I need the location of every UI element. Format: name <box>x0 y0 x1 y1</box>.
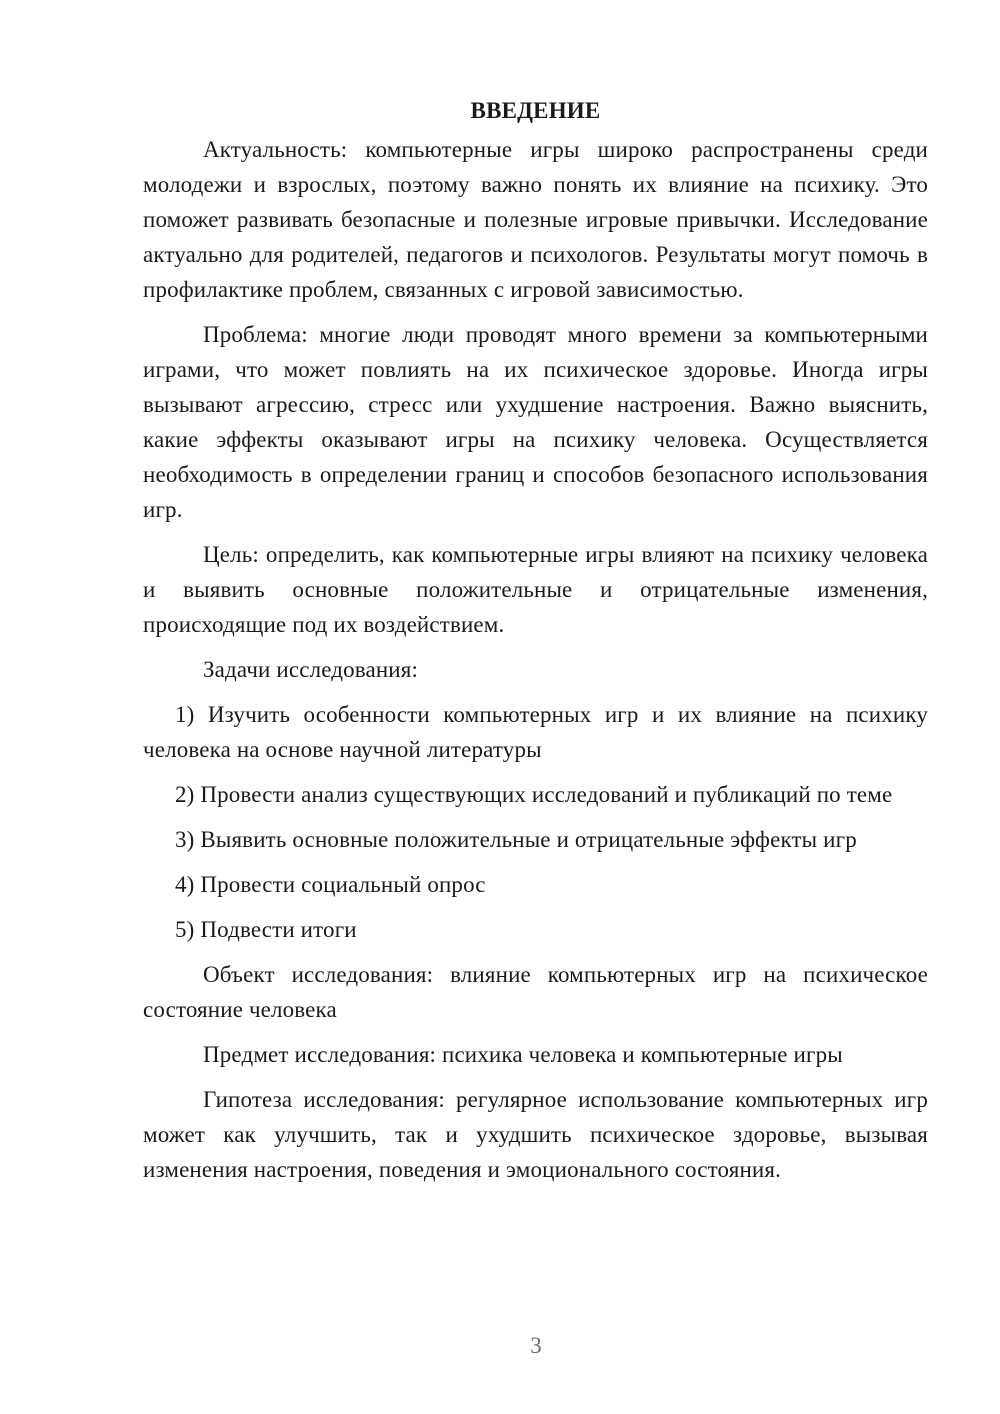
hypothesis-paragraph: Гипотеза исследования: регулярное использование компьютерных игр может как улучшить, так и ухудшить психическое здоровье, вызывая изменения настроения, поведения и эмоционального состояния. <box>143 1087 928 1182</box>
page-content <box>143 93 928 1197</box>
goal-paragraph: Цель: определить, как компьютерные игры влияют на психику человека и выявить основные положительные и отрицательные изменения, происходящие под их воздействием. <box>143 542 928 637</box>
section-title: ВВЕДЕНИЕ <box>470 98 601 123</box>
object-paragraph: Объект исследования: влияние компьютерных игр на психическое состояние человека <box>143 962 928 1022</box>
subject-paragraph: Предмет исследования: психика человека и компьютерные игры <box>203 1042 843 1067</box>
problem-paragraph: Проблема: многие люди проводят много времени за компьютерными играми, что может повлиять на их психическое здоровье. Иногда игры вызывают агрессию, стресс или ухудшение настроения. Важно выяснить, какие эффекты оказывают игры на психику человека. Осуществляется необходимость в определении границ и способов безопасного использования игр. <box>143 322 928 522</box>
task-item: 1) Изучить особенности компьютерных игр и их влияние на психику человека на основе научной литературы <box>143 702 928 762</box>
task-item: 4) Провести социальный опрос <box>175 872 486 897</box>
task-item: 2) Провести анализ существующих исследований и публикаций по теме <box>175 782 893 807</box>
relevance-paragraph: Актуальность: компьютерные игры широко распространены среди молодежи и взрослых, поэтому важно понять их влияние на психику. Это поможет развивать безопасные и полезные игровые привычки. Исследование актуально для родителей, педагогов и психологов. Результаты могут помочь в профилактике проблем, связанных с игровой зависимостью. <box>143 137 928 302</box>
task-item: 5) Подвести итоги <box>175 917 357 942</box>
tasks-heading: Задачи исследования: <box>203 657 419 682</box>
task-item: 3) Выявить основные положительные и отрицательные эффекты игр <box>175 827 857 852</box>
page-number: 3 <box>530 1333 542 1358</box>
